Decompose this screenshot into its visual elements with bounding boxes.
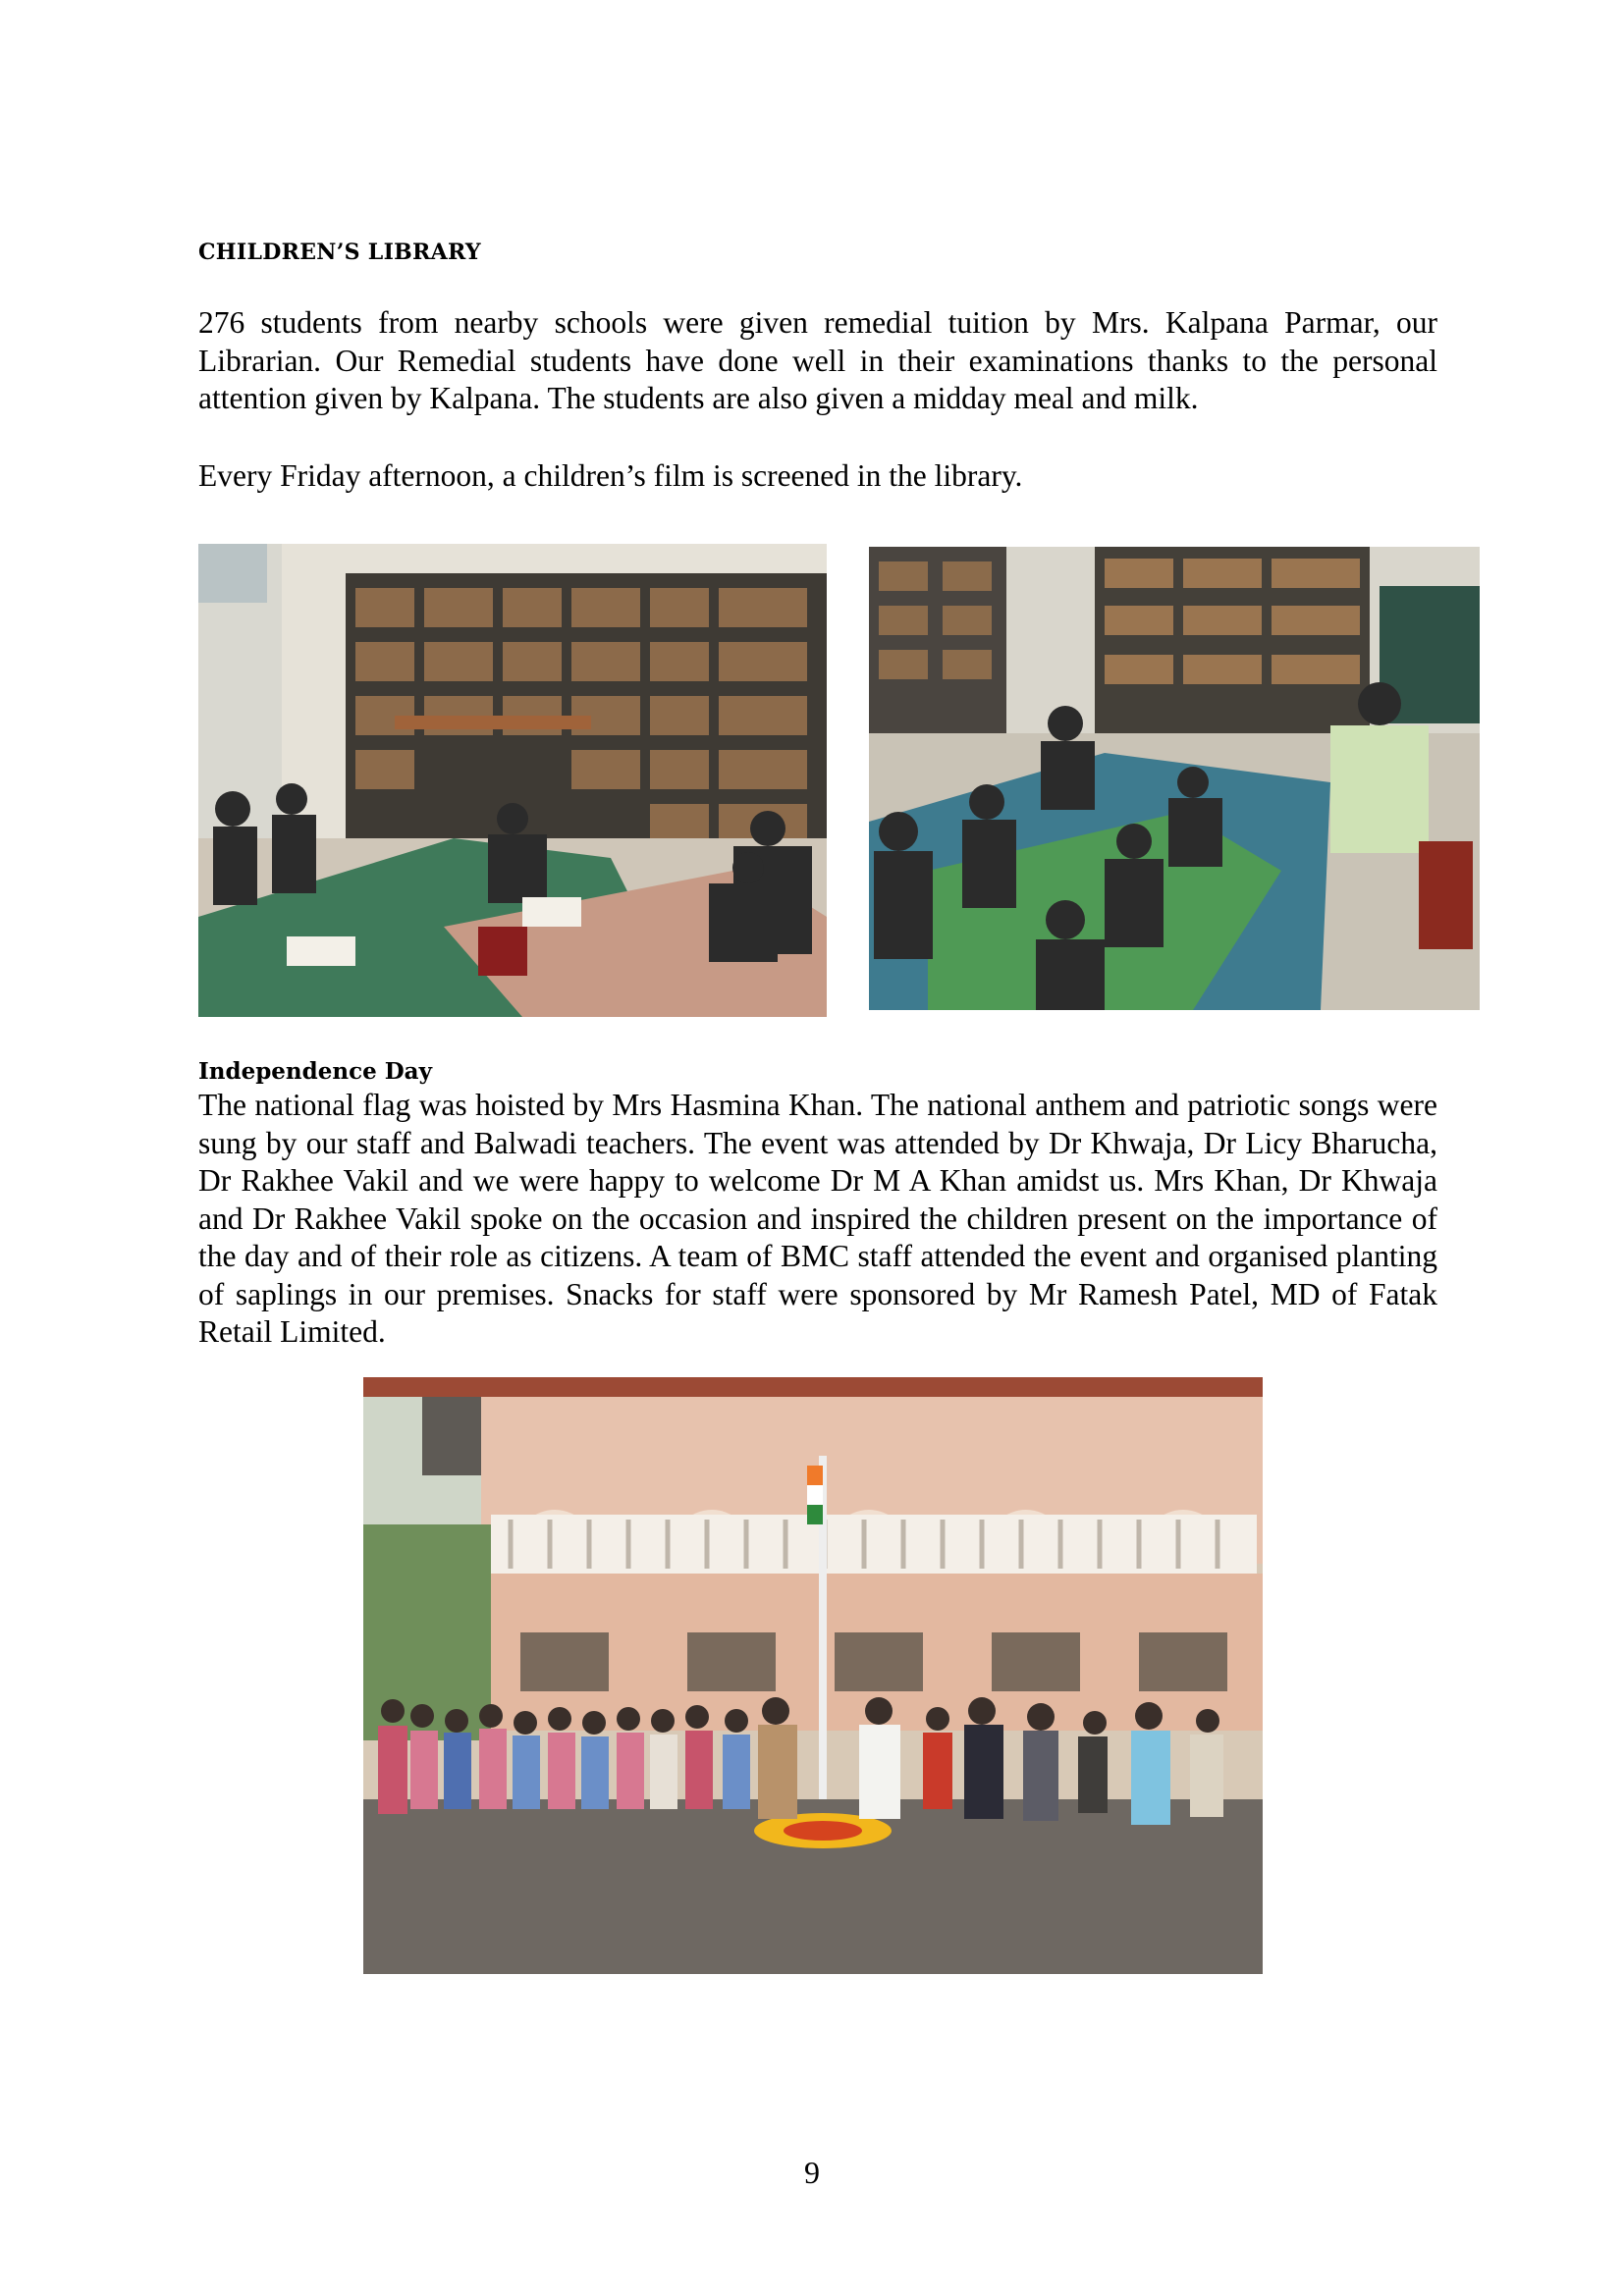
independence-day-paragraph: The national flag was hoisted by Mrs Hasmina Khan. The national anthem and patriotic songs were sung by our staff and Balwadi teachers. The event was attended by Dr Khwaja, Dr Licy Bharucha, Dr Rakhee Vakil and we were happy to welcome Dr M A Khan amidst us. Mrs Khan, Dr Khwaja and Dr Rakhee Vakil spoke on the occasion and inspired the children present on the importance of the day and of their role as citizens. A team of BMC staff attended the event and organised planting of saplings in our premises. Snacks for staff were sponsored by Mr Ramesh Patel, MD of Fatak Retail Limited. — [198, 1088, 1437, 1349]
library-photo-children-reading — [198, 544, 827, 1017]
library-paragraph-film-screening: Every Friday afternoon, a children’s film is screened in the library. — [198, 458, 1023, 493]
library-paragraph-remedial-tuition: 276 students from nearby schools were given remedial tuition by Mrs. Kalpana Parmar, our Librarian. Our Remedial students have done well in their examinations thanks to the personal attention given by Kalpana. The students are also given a midday meal and milk. — [198, 305, 1437, 415]
library-photo-teacher-with-students — [869, 547, 1480, 1010]
section-heading-independence-day: Independence Day — [198, 1058, 432, 1085]
page-number: 9 — [804, 2155, 820, 2190]
section-heading-childrens-library: CHILDREN’S LIBRARY — [198, 240, 481, 265]
independence-day-photo-flag-hoisting — [363, 1377, 1263, 1974]
